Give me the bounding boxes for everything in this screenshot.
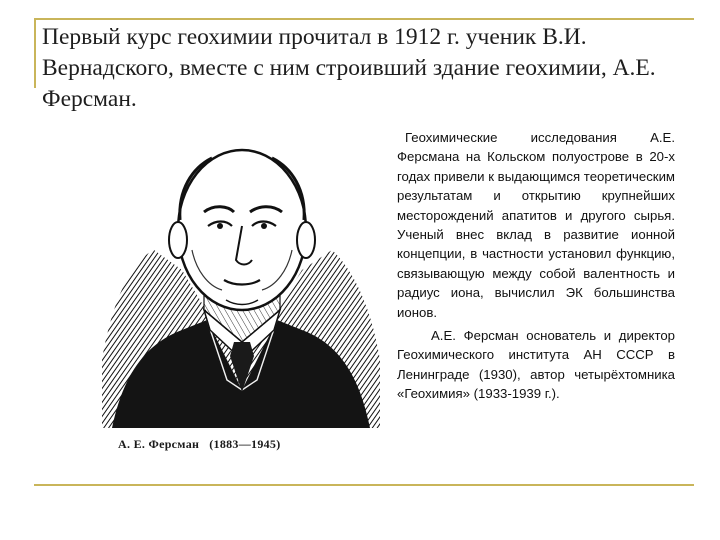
portrait-caption-years: (1883—1945)	[209, 437, 281, 451]
portrait-image	[92, 130, 390, 458]
top-rule	[34, 18, 694, 20]
paragraph-research: Геохимические исследования А.Е. Ферсмана на Кольском полуострове в 20-х годах привели к выдающимся теоретическим результатам и открытию крупнейших месторождений апатитов и другого сырья. Ученый внес вклад в развитие ионной концепции, в частности установил функцию, связывающую между собой валентность и радиус иона, вычислил ЭК большинства ионов.	[397, 130, 675, 320]
portrait-caption	[118, 437, 298, 452]
description-text	[397, 128, 675, 404]
slide-title: Первый курс геохимии прочитал в 1912 г. ученик В.И. Вернадского, вместе с ним строивший здание геохимии, А.Е. Ферсман.	[42, 24, 656, 112]
left-rule	[34, 18, 36, 88]
bottom-rule	[34, 484, 694, 486]
paragraph-institute: А.Е. Ферсман основатель и директор Геохимического института АН СССР в Ленинграде (1930), автор четырёхтомника «Геохимия» (1933-1939 г.).	[397, 328, 675, 402]
portrait-caption-name: А. Е. Ферсман	[118, 437, 200, 451]
